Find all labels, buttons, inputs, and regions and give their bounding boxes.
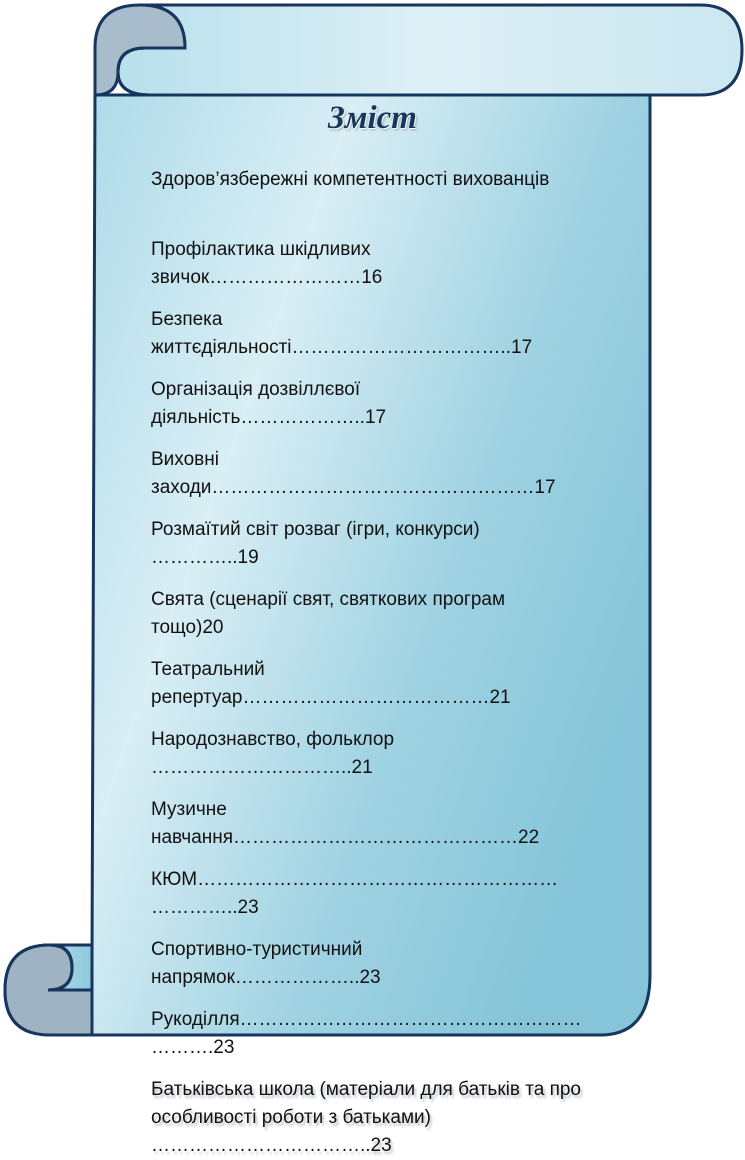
toc-entry-page: звичок……………………16 <box>151 267 383 288</box>
toc-entry-page: життєдіяльності……………………………..17 <box>151 337 533 358</box>
toc-entry-text: Виховні <box>151 449 219 470</box>
toc-entry-text: Безпека <box>151 309 223 330</box>
toc-entry-text: Музичне <box>151 799 227 820</box>
toc-entry <box>151 1006 641 1076</box>
toc-entry <box>151 516 641 586</box>
toc-entry-text: Спортивно-туристичний <box>151 939 363 960</box>
toc-entry-text: Театральний <box>151 659 265 680</box>
table-of-contents <box>151 166 641 1156</box>
toc-entry-text: Розмаїтий світ розваг (ігри, конкурси) <box>151 519 480 540</box>
toc-entry-text: Свята (сценарії свят, святкових програм <box>151 589 506 610</box>
toc-entry <box>151 446 641 516</box>
toc-entry <box>151 866 641 936</box>
toc-entry <box>151 376 641 446</box>
toc-entry <box>151 1076 641 1156</box>
toc-entry-page: напрямок………………..23 <box>151 967 381 988</box>
toc-entry-text: Профілактика шкідливих <box>151 239 371 260</box>
toc-entry <box>151 586 641 656</box>
toc-entry <box>151 306 641 376</box>
toc-entry <box>151 236 641 306</box>
toc-entry-text: Організація дозвіллєвої <box>151 379 361 400</box>
toc-entry-text: КЮМ………………………………………………… <box>151 869 559 890</box>
toc-entry-page: …………..23 <box>151 897 259 918</box>
toc-entry-page: ……………………………..23 <box>151 1135 392 1156</box>
toc-entry-text: Здоров’язбережні компетентності вихованців <box>151 169 550 190</box>
toc-entry-page: тощо)20 <box>151 617 224 638</box>
toc-entry <box>151 936 641 1006</box>
toc-entry-page: репертуар…………………………………21 <box>151 687 511 708</box>
toc-entry-page: ……….23 <box>151 1037 235 1058</box>
toc-entry <box>151 166 641 236</box>
toc-entry-text: Народознавство, фольклор <box>151 729 395 750</box>
toc-entry <box>151 796 641 866</box>
toc-entry-text: Батьківська школа (матеріали для батьків та про <box>151 1079 581 1100</box>
toc-entry-page: …………………………..21 <box>151 757 373 778</box>
toc-entry-text: особливості роботи з батьками) <box>151 1107 431 1128</box>
toc-entry-text: Рукоділля……………………………………………… <box>151 1009 582 1030</box>
scroll-top-roll <box>118 5 742 95</box>
toc-entry-page: …………..19 <box>151 547 259 568</box>
toc-entry-page: навчання………………………………………22 <box>151 827 540 848</box>
toc-entry <box>151 726 641 796</box>
page-title: Зміст <box>328 100 417 136</box>
toc-entry-page: діяльність………………..17 <box>151 407 387 428</box>
toc-entry-page: заходи……………………………………………17 <box>151 477 556 498</box>
toc-entry <box>151 656 641 726</box>
